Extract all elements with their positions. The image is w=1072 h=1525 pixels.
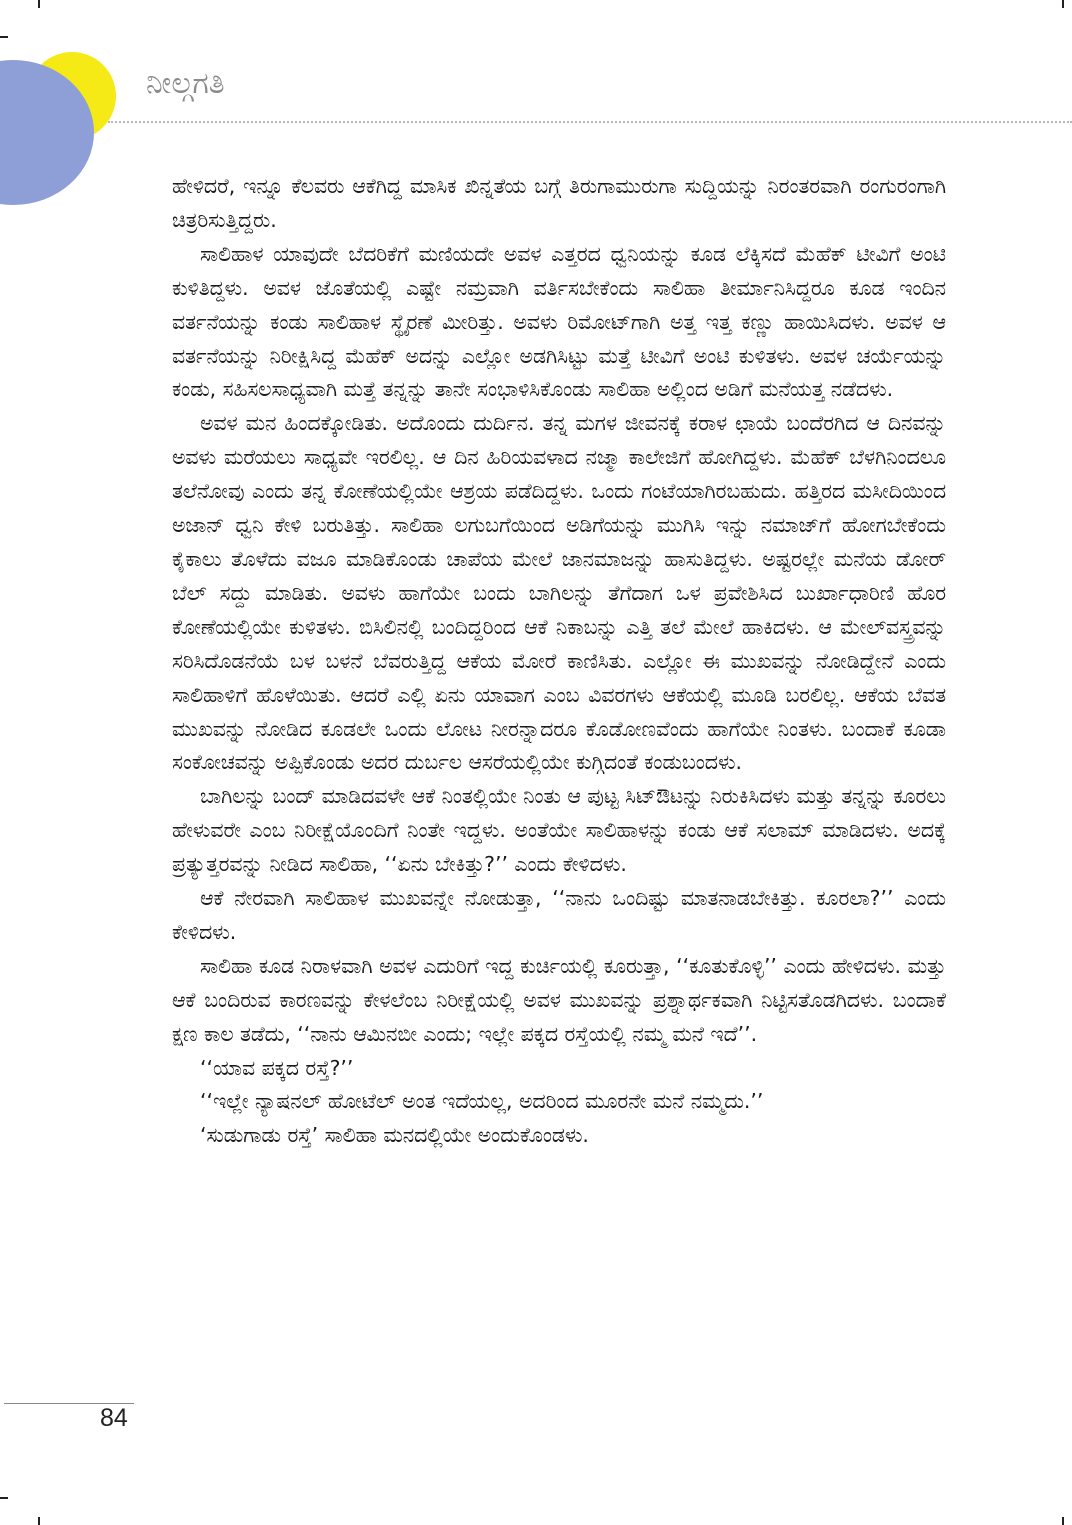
paragraph: ‘‘ಯಾವ ಪಕ್ಕದ ರಸ್ತೆ?’’ [200, 1055, 354, 1080]
paragraph: ‘‘ಇಲ್ಲೇ ನ್ಯಾಷನಲ್ ಹೋಟೆಲ್ ಅಂತ ಇದೆಯಲ್ಲ, ಅದರಿಂದ ಮೂರನೇ ಮನೆ ನಮ್ಮದು.’’ [200, 1089, 764, 1114]
paragraph: ಬಾಗಿಲನ್ನು ಬಂದ್ ಮಾಡಿದವಳೇ ಆಕೆ ನಿಂತಲ್ಲಿಯೇ ನಿಂತು ಆ ಪುಟ್ಟ ಸಿಟ್‌ಔಟನ್ನು ನಿರುಕಿಸಿದಳು ಮತ್ತು ತನ್ನನ್ನು ಕೂರಲು ಹೇಳುವರೇ ಎಂಬ ನಿರೀಕ್ಷೆಯೊಂದಿಗೆ ನಿಂತೇ ಇದ್ದಳು. ಅಂತೆಯೇ ಸಾಲಿಹಾಳನ್ನು ಕಂಡು ಆಕೆ ಸಲಾಮ್ ಮಾಡಿದಳು. ಅದಕ್ಕೆ ಪ್ರತ್ಯುತ್ತರವನ್ನು ನೀಡಿದ ಸಾಲಿಹಾ, ‘‘ಏನು ಬೇಕಿತ್ತು?’’ ಎಂದು ಕೇಳಿದಳು. [172, 784, 946, 877]
paragraph: ಸಾಲಿಹಾಳ ಯಾವುದೇ ಬೆದರಿಕೆಗೆ ಮಣಿಯದೇ ಅವಳ ಎತ್ತರದ ಧ್ವನಿಯನ್ನು ಕೂಡ ಲೆಕ್ಕಿಸದೆ ಮೆಹೆಕ್ ಟೀವಿಗೆ ಅಂಟಿ ಕುಳಿತಿದ್ದಳು. ಅವಳ ಜೊತೆಯಲ್ಲಿ ಎಷ್ಟೇ ನಮ್ರವಾಗಿ ವರ್ತಿಸಬೇಕೆಂದು ಸಾಲಿಹಾ ತೀರ್ಮಾನಿಸಿದ್ದರೂ ಕೂಡ ಇಂದಿನ ವರ್ತನೆಯನ್ನು ಕಂಡು ಸಾಲಿಹಾಳ ಸ್ಥೈರಣೆ ಮೀರಿತ್ತು. ಅವಳು ರಿಮೋಟ್‌ಗಾಗಿ ಅತ್ತ ಇತ್ತ ಕಣ್ಣು ಹಾಯಿಸಿದಳು. ಅವಳ ಆ ವರ್ತನೆಯನ್ನು ನಿರೀಕ್ಷಿಸಿದ್ದ ಮೆಹೆಕ್ ಅದನ್ನು ಎಲ್ಲೋ ಅಡಗಿಸಿಟ್ಟು ಮತ್ತೆ ಟೀವಿಗೆ ಅಂಟಿ ಕುಳಿತಳು. ಅವಳ ಚರ್ಯೆಯನ್ನು ಕಂಡು, ಸಹಿಸಲಸಾಧ್ಯವಾಗಿ ಮತ್ತೆ ತನ್ನನ್ನು ತಾನೇ ಸಂಭಾಳಿಸಿಕೊಂಡು ಸಾಲಿಹಾ ಅಲ್ಲಿಂದ ಅಡಿಗೆ ಮನೆಯತ್ತ ನಡೆದಳು. [172, 241, 946, 402]
crop-mark-left-top [0, 36, 8, 38]
header-dotted-rule [108, 121, 1072, 123]
crop-mark-top-right [1062, 0, 1064, 8]
running-header-title: ನೀಲ್ಗಗತಿ [146, 66, 225, 101]
paragraph: ಆಕೆ ನೇರವಾಗಿ ಸಾಲಿಹಾಳ ಮುಖವನ್ನೇ ನೋಡುತ್ತಾ, ‘‘ನಾನು ಒಂದಿಷ್ಟು ಮಾತನಾಡಬೇಕಿತ್ತು. ಕೂರಲಾ?’’ ಎಂದು ಕೇಳಿದಳು. [172, 886, 946, 944]
crop-mark-bottom-left [38, 1517, 40, 1525]
paragraph: ಅವಳ ಮನ ಹಿಂದಕ್ಕೋಡಿತು. ಅದೊಂದು ದುರ್ದಿನ. ತನ್ನ ಮಗಳ ಜೀವನಕ್ಕೆ ಕರಾಳ ಛಾಯೆ ಬಂದೆರಗಿದ ಆ ದಿನವನ್ನು ಅವಳು ಮರೆಯಲು ಸಾಧ್ಯವೇ ಇರಲಿಲ್ಲ. ಆ ದಿನ ಹಿರಿಯವಳಾದ ನಜ್ಮಾ ಕಾಲೇಜಿಗೆ ಹೋಗಿದ್ದಳು. ಮೆಹೆಕ್ ಬೆಳಗಿನಿಂದಲೂ ತಲೆನೋವು ಎಂದು ತನ್ನ ಕೋಣೆಯಲ್ಲಿಯೇ ಆಶ್ರಯ ಪಡೆದಿದ್ದಳು. ಒಂದು ಗಂಟೆಯಾಗಿರಬಹುದು. ಹತ್ತಿರದ ಮಸೀದಿಯಿಂದ ಅಜಾನ್ ಧ್ವನಿ ಕೇಳಿ ಬರುತಿತ್ತು. ಸಾಲಿಹಾ ಲಗುಬಗೆಯಿಂದ ಅಡಿಗೆಯನ್ನು ಮುಗಿಸಿ ಇನ್ನು ನಮಾಜ್‌ಗೆ ಹೋಗಬೇಕೆಂದು ಕೈಕಾಲು ತೊಳೆದು ವಜೂ ಮಾಡಿಕೊಂಡು ಚಾಪೆಯ ಮೇಲೆ ಜಾನಮಾಜನ್ನು ಹಾಸುತಿದ್ದಳು. ಅಷ್ಟರಲ್ಲೇ ಮನೆಯ ಡೋರ್ ಬೆಲ್ ಸದ್ದು ಮಾಡಿತು. ಅವಳು ಹಾಗೆಯೇ ಬಂದು ಬಾಗಿಲನ್ನು ತೆಗೆದಾಗ ಒಳ ಪ್ರವೇಶಿಸಿದ ಬುರ್ಖಾಧಾರಿಣಿ ಹೊರ ಕೋಣೆಯಲ್ಲಿಯೇ ಕುಳಿತಳು. ಬಿಸಿಲಿನಲ್ಲಿ ಬಂದಿದ್ದರಿಂದ ಆಕೆ ನಿಕಾಬನ್ನು ಎತ್ತಿ ತಲೆ ಮೇಲೆ ಹಾಕಿದಳು. ಆ ಮೇಲ್‌ವಸ್ತ್ರವನ್ನು ಸರಿಸಿದೊಡನೆಯೆ ಬಳ ಬಳನೆ ಬೆವರುತ್ತಿದ್ದ ಆಕೆಯ ಮೋರೆ ಕಾಣಿಸಿತು. ಎಲ್ಲೋ ಈ ಮುಖವನ್ನು ನೋಡಿದ್ದೇನೆ ಎಂದು ಸಾಲಿಹಾಳಿಗೆ ಹೊಳೆಯಿತು. ಆದರೆ ಎಲ್ಲಿ ಏನು ಯಾವಾಗ ಎಂಬ ವಿವರಗಳು ಆಕೆಯಲ್ಲಿ ಮೂಡಿ ಬರಲಿಲ್ಲ. ಆಕೆಯ ಬೆವತ ಮುಖವನ್ನು ನೋಡಿದ ಕೂಡಲೇ ಒಂದು ಲೋಟ ನೀರನ್ನಾದರೂ ಕೊಡೋಣವೆಂದು ಹಾಗೆಯೇ ನಿಂತಳು. ಬಂದಾಕೆ ಕೂಡಾ ಸಂಕೋಚವನ್ನು ಅಪ್ಪಿಕೊಂಡು ಅದರ ದುರ್ಬಲ ಆಸರೆಯಲ್ಲಿಯೇ ಕುಗ್ಗಿದಂತೆ ಕಂಡುಬಂದಳು. [172, 411, 947, 775]
body-text [172, 170, 946, 1153]
crop-mark-bottom-right [1062, 1517, 1064, 1525]
paragraph: ಸಾಲಿಹಾ ಕೂಡ ನಿರಾಳವಾಗಿ ಅವಳ ಎದುರಿಗೆ ಇದ್ದ ಕುರ್ಚಿಯಲ್ಲಿ ಕೂರುತ್ತಾ, ‘‘ಕೂತುಕೊಳ್ಳಿ’’ ಎಂದು ಹೇಳಿದಳು. ಮತ್ತು ಆಕೆ ಬಂದಿರುವ ಕಾರಣವನ್ನು ಕೇಳಲೆಂಬ ನಿರೀಕ್ಷೆಯಲ್ಲಿ ಅವಳ ಮುಖವನ್ನು ಪ್ರಶ್ನಾರ್ಥಕವಾಗಿ ನಿಟ್ಟಿಸತೊಡಗಿದಳು. ಬಂದಾಕೆ ಕ್ಷಣ ಕಾಲ ತಡೆದು, ‘‘ನಾನು ಆಮಿನಬೀ ಎಂದು; ಇಲ್ಲೇ ಪಕ್ಕದ ರಸ್ತೆಯಲ್ಲಿ ನಮ್ಮ ಮನೆ ಇದೆ’’. [172, 953, 946, 1046]
crop-mark-left-bottom [0, 1497, 8, 1499]
crop-mark-top-left [38, 0, 40, 8]
paragraph: ಹೇಳಿದರೆ, ಇನ್ನೂ ಕೆಲವರು ಆಕೆಗಿದ್ದ ಮಾಸಿಕ ಖಿನ್ನತೆಯ ಬಗ್ಗೆ ತಿರುಗಾಮುರುಗಾ ಸುದ್ದಿಯನ್ನು ನಿರಂತರವಾಗಿ ರಂಗುರಂಗಾಗಿ ಚಿತ್ರರಿಸುತ್ತಿದ್ದರು. [172, 174, 946, 232]
paragraph: ‘ಸುಡುಗಾಡು ರಸ್ತೆ’ ಸಾಲಿಹಾ ಮನದಲ್ಲಿಯೇ ಅಂದುಕೊಂಡಳು. [200, 1123, 589, 1148]
page-number: 84 [100, 1404, 128, 1432]
